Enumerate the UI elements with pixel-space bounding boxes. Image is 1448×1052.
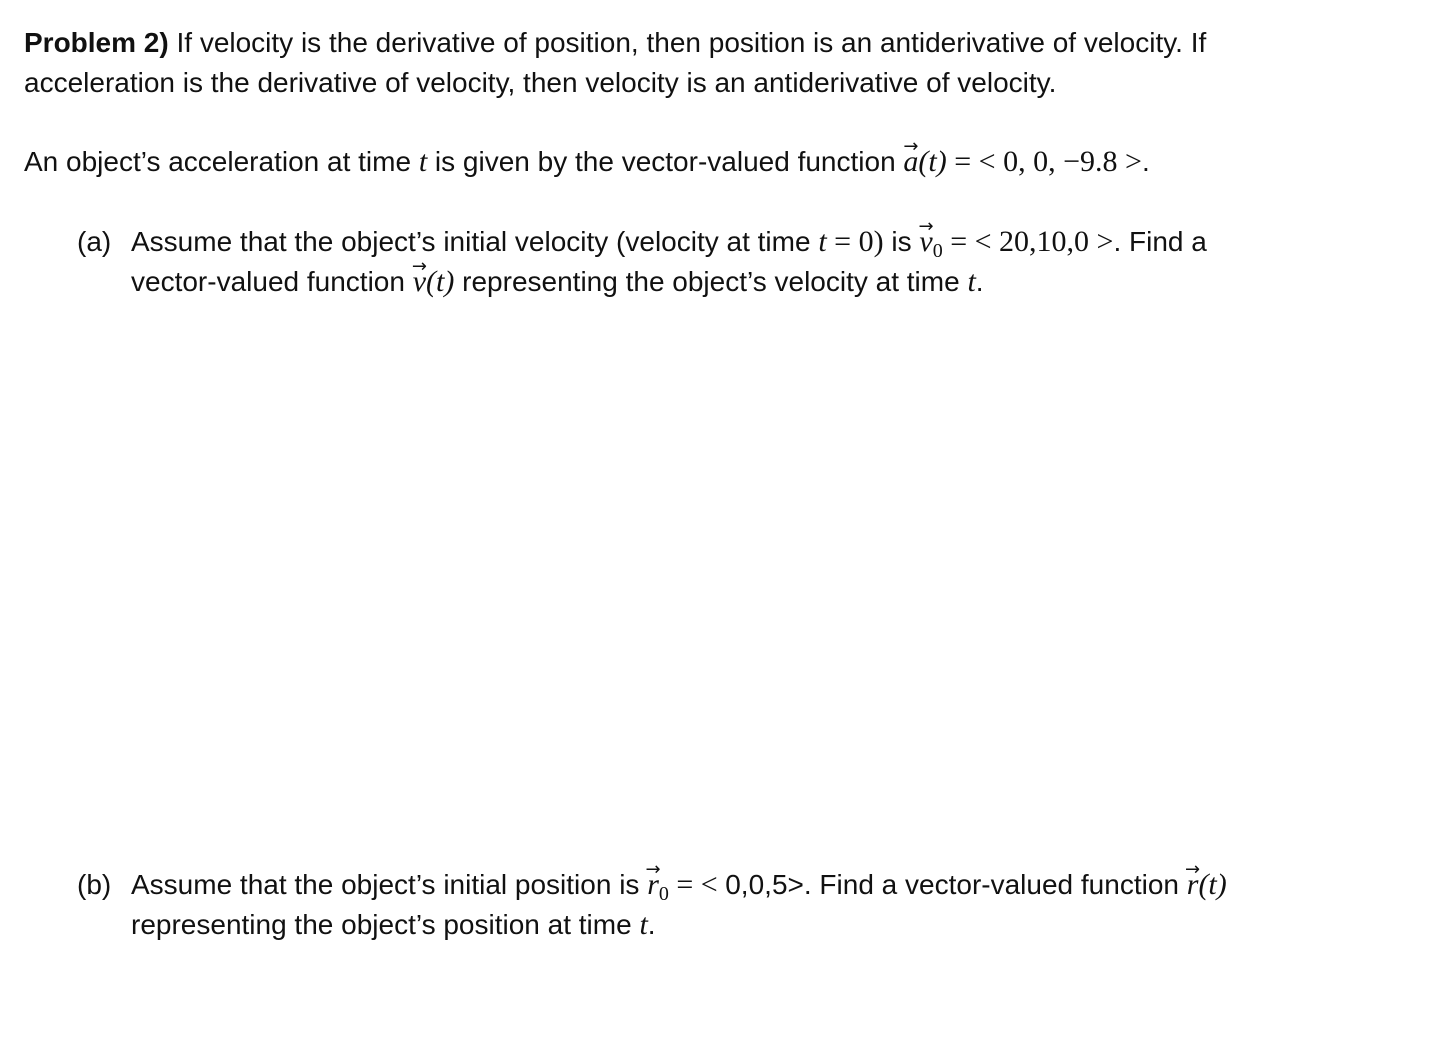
- part-a-text-2: vector-valued function: [131, 266, 413, 297]
- part-a-period: .: [975, 266, 984, 297]
- acceleration-argument: (t): [918, 145, 947, 178]
- part-a-time-variable: t: [818, 225, 827, 258]
- acceleration-text-2: is given by the vector-valued function: [427, 146, 904, 177]
- initial-position-subscript: 0: [658, 883, 669, 905]
- acceleration-value: = < 0, 0, −9.8 >: [946, 145, 1142, 178]
- time-variable: t: [418, 145, 428, 178]
- part-a-time-equals: = 0): [826, 225, 884, 258]
- part-a-line-2: [131, 262, 984, 302]
- initial-position-vector-symbol: → r: [647, 865, 659, 905]
- problem-intro-text-1: If velocity is the derivative of position, then position is an antiderivative of velocity. If: [168, 27, 1207, 58]
- problem-intro-line-2: [24, 63, 1056, 103]
- initial-position-value: 0,0,5>: [725, 869, 804, 900]
- initial-velocity-vector-symbol: → v: [919, 222, 932, 262]
- part-a-is-text: is: [883, 226, 920, 257]
- position-argument: (t): [1198, 868, 1227, 901]
- initial-velocity-value: = < 20,10,0 >: [942, 225, 1114, 258]
- part-b-label: (b): [77, 869, 112, 900]
- problem-label: Problem 2): [24, 27, 169, 58]
- part-a-text-1: Assume that the object’s initial velocity (velocity at time: [131, 226, 819, 257]
- problem-intro-text-2: acceleration is the derivative of velocity, then velocity is an antiderivative of velocity.: [24, 67, 1057, 98]
- acceleration-vector-symbol: → a: [903, 142, 918, 182]
- initial-velocity-subscript: 0: [932, 240, 943, 262]
- velocity-argument: (t): [426, 265, 455, 298]
- velocity-vector-symbol: → v: [413, 262, 426, 302]
- part-b-period: .: [647, 909, 656, 940]
- acceleration-text-1: An object’s acceleration at time: [24, 146, 419, 177]
- part-b-text-3: representing the object’s position at time: [131, 909, 640, 940]
- acceleration-period: .: [1141, 146, 1150, 177]
- part-a-time-variable-2: t: [967, 265, 976, 298]
- part-a-text-3: representing the object’s velocity at time: [454, 266, 968, 297]
- part-b-time-variable: t: [639, 908, 648, 941]
- position-vector-symbol: → r: [1187, 865, 1199, 905]
- part-b-line-2: [131, 905, 656, 945]
- part-b-text-2: . Find a vector-valued function: [803, 869, 1187, 900]
- part-a-label: (a): [77, 226, 112, 257]
- initial-position-equals: = <: [668, 868, 726, 901]
- acceleration-statement: [24, 142, 1150, 182]
- problem-intro-line-1: [24, 23, 1206, 63]
- part-b-text-1: Assume that the object’s initial position is: [131, 869, 648, 900]
- part-a-text-end: . Find a: [1113, 226, 1207, 257]
